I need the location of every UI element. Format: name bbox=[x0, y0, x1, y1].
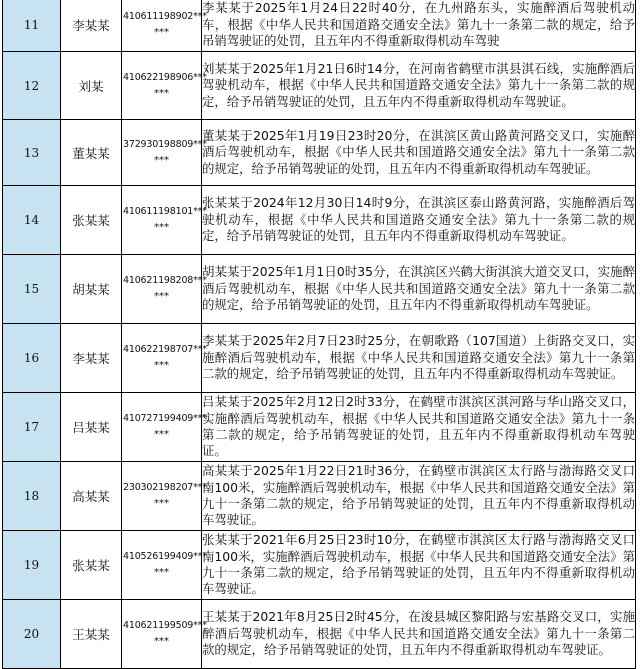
person-name: 张某某 bbox=[61, 531, 122, 600]
row-number: 18 bbox=[3, 462, 61, 531]
row-number: 11 bbox=[3, 0, 61, 52]
person-name: 李某某 bbox=[61, 0, 122, 52]
id-number bbox=[122, 120, 207, 186]
id-number-tail: *** bbox=[154, 87, 169, 99]
id-number-tail: *** bbox=[154, 498, 169, 509]
violation-description: 吕某某于2025年2月12日2时33分，在鹤壁市淇滨区淇河路与华山路交叉口，实施醉酒后驾驶机动车，根据《中华人民共和国道路交通安全法》第九十一条第二款的规定，给予吊销驾驶证的处罚，且五年内不得重新取得机动车驾驶证。 bbox=[202, 393, 636, 462]
row-number: 12 bbox=[3, 52, 61, 120]
id-number-masked: 410622198707*** bbox=[123, 344, 207, 355]
row-number: 16 bbox=[3, 324, 61, 393]
id-number bbox=[122, 393, 207, 462]
person-name: 高某某 bbox=[61, 462, 122, 531]
id-number-masked: 410526199409*** bbox=[123, 551, 207, 562]
id-number bbox=[122, 600, 207, 669]
row-number: 17 bbox=[3, 393, 61, 462]
violation-description: 胡某某于2025年1月1日0时35分，在淇滨区兴鹤大街淇滨大道交叉口，实施醉酒后驾驶机动车，根据《中华人民共和国道路交通安全法》第九十一条第二款的规定，给予吊销驾驶证的处罚，且五年内不得重新取得机动车驾驶证。 bbox=[202, 255, 636, 324]
violation-description: 高某某于2025年1月22日21时36分，在鹤壁市淇滨区太行路与渤海路交叉口南100米，实施醉酒后驾驶机动车，根据《中华人民共和国道路交通安全法》第九十一条第二款的规定，给予吊销驾驶证的处罚，且五年内不得重新取得机动车驾驶证。 bbox=[202, 462, 636, 531]
id-number bbox=[122, 186, 207, 255]
person-name: 张某某 bbox=[61, 186, 122, 255]
table-row bbox=[3, 186, 636, 255]
id-number-masked: 410611198902*** bbox=[123, 11, 207, 22]
table-row bbox=[3, 120, 636, 186]
id-number bbox=[122, 462, 207, 531]
table-row bbox=[3, 0, 636, 52]
row-number: 14 bbox=[3, 186, 61, 255]
id-number-tail: *** bbox=[154, 567, 169, 578]
person-name: 刘某 bbox=[61, 52, 122, 120]
penalty-table bbox=[2, 0, 636, 669]
violation-description: 王某某于2021年8月25日2时45分，在浚县城区黎阳路与宏基路交叉口，实施醉酒后驾驶机动车，根据《中华人民共和国道路交通安全法》第九十一条第二款的规定，给予吊销驾驶证的处罚，且五年内不得重新取得机动车驾驶证。 bbox=[202, 600, 636, 669]
id-number-masked: 410622198906*** bbox=[123, 71, 207, 83]
id-number-tail: *** bbox=[154, 291, 169, 302]
table-row bbox=[3, 531, 636, 600]
person-name: 吕某某 bbox=[61, 393, 122, 462]
row-number: 15 bbox=[3, 255, 61, 324]
table-row bbox=[3, 600, 636, 669]
id-number bbox=[122, 324, 207, 393]
id-number-tail: *** bbox=[154, 360, 169, 371]
person-name: 董某某 bbox=[61, 120, 122, 186]
id-number bbox=[122, 255, 207, 324]
violation-description: 刘某某于2025年1月21日6时14分，在河南省鹤壁市淇县淇石线，实施醉酒后驾驶机动车，根据《中华人民共和国道路交通安全法》第九十一条第二款的规定，给予吊销驾驶证的处罚，且五年内不得重新取得机动车驾驶证。 bbox=[202, 52, 636, 120]
table-row bbox=[3, 462, 636, 531]
id-number bbox=[122, 531, 207, 600]
table-row bbox=[3, 324, 636, 393]
violation-description: 董某某于2025年1月19日23时20分，在淇滨区黄山路黄河路交叉口，实施醉酒后驾驶机动车，根据《中华人民共和国道路交通安全法》第九十一条第二款的规定，给予吊销驾驶证的处罚，且五年内不得重新取得机动车驾驶证。 bbox=[202, 120, 636, 186]
id-number-tail: *** bbox=[154, 429, 169, 440]
id-number-masked: 230302198207*** bbox=[123, 482, 207, 493]
table-row bbox=[3, 393, 636, 462]
id-number bbox=[122, 52, 207, 120]
violation-description: 李某某于2025年2月7日23时25分，在朝歌路（107国道）上街路交叉口，实施醉酒后驾驶机动车，根据《中华人民共和国道路交通安全法》第九十一条第二款的规定，给予吊销驾驶证的处罚，且五年内不得重新取得机动车驾驶证。 bbox=[202, 324, 636, 393]
row-number: 13 bbox=[3, 120, 61, 186]
id-number-tail: *** bbox=[154, 636, 169, 647]
id-number-masked: 410727199409*** bbox=[123, 413, 207, 424]
person-name: 李某某 bbox=[61, 324, 122, 393]
id-number-masked: 410611198101*** bbox=[123, 206, 207, 217]
violation-description: 张某某于2024年12月30日14时9分，在淇滨区泰山路黄河路，实施醉酒后驾驶机动车，根据《中华人民共和国道路交通安全法》第九十一条第二款的规定，给予吊销驾驶证的处罚，且五年内不得重新取得机动车驾驶证。 bbox=[202, 186, 636, 255]
id-number-tail: *** bbox=[154, 27, 169, 38]
id-number-masked: 410621199509*** bbox=[123, 620, 207, 631]
table-row bbox=[3, 52, 636, 120]
table-row bbox=[3, 255, 636, 324]
person-name: 王某某 bbox=[61, 600, 122, 669]
row-number: 20 bbox=[3, 600, 61, 669]
violation-description: 张某某于2021年6月25日23时10分，在鹤壁市淇滨区太行路与渤海路交叉口南100米，实施醉酒后驾驶机动车，根据《中华人民共和国道路交通安全法》第九十一条第二款的规定，给予吊销驾驶证的处罚，且五年内不得重新取得机动车驾驶证。 bbox=[202, 531, 636, 600]
id-number-masked: 372930198809*** bbox=[123, 138, 207, 150]
id-number bbox=[122, 0, 207, 52]
row-number: 19 bbox=[3, 531, 61, 600]
id-number-tail: *** bbox=[154, 154, 169, 166]
person-name: 胡某某 bbox=[61, 255, 122, 324]
id-number-tail: *** bbox=[154, 222, 169, 233]
id-number-masked: 410621198208*** bbox=[123, 275, 207, 286]
violation-description: 李某某于2025年1月24日22时40分，在九州路东头，实施醉酒后驾驶机动车，根据《中华人民共和国道路交通安全法》第九十一条第二款的规定，给予吊销驾驶证的处罚，且五年内不得重新取得机动车驾驶 bbox=[202, 0, 636, 52]
